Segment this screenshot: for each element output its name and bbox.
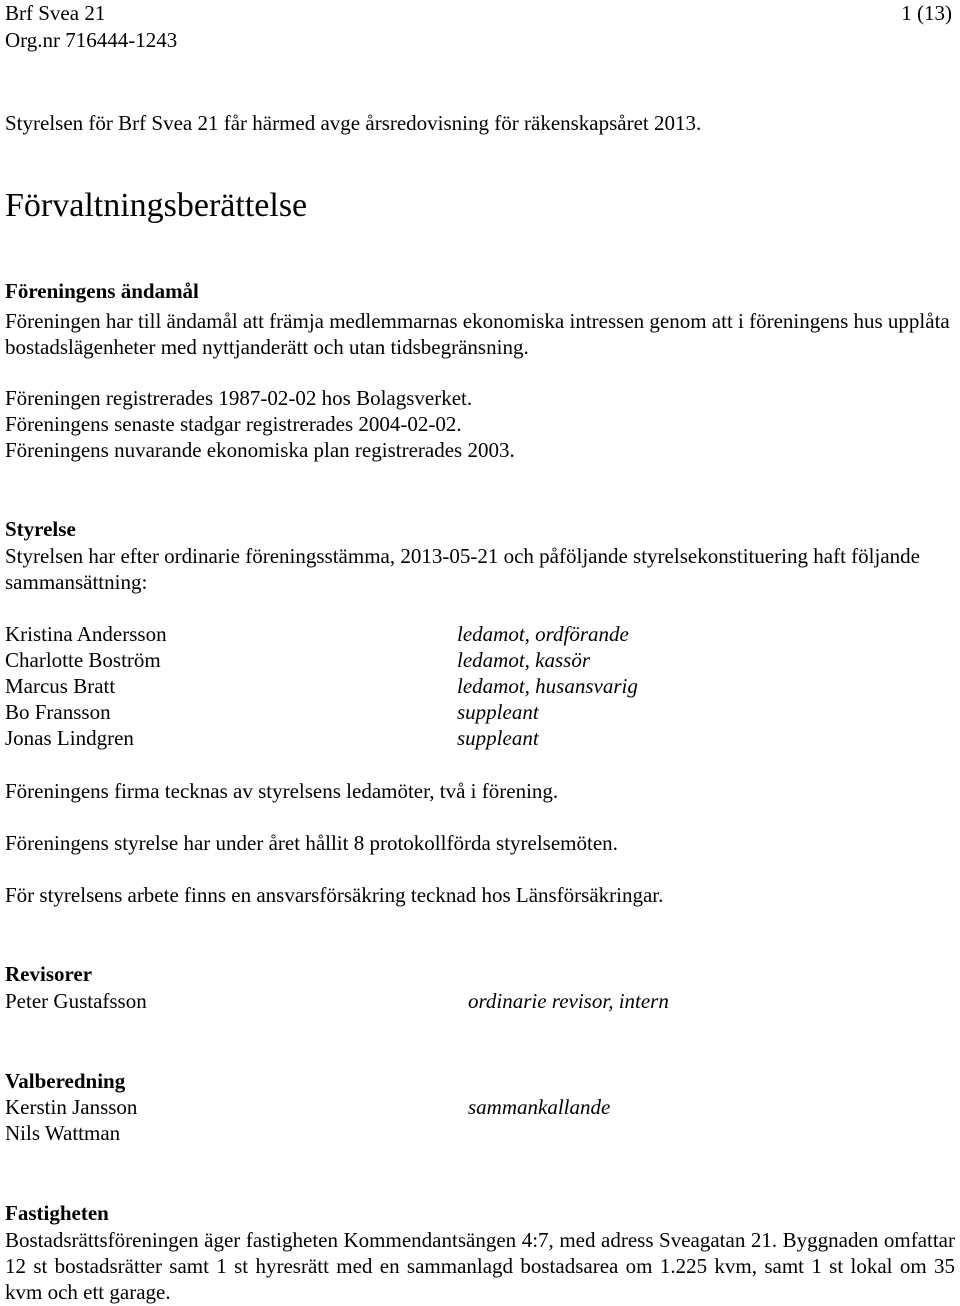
board-member-name: Kristina Andersson [5, 622, 167, 646]
board-member-name: Bo Fransson [5, 700, 111, 724]
registration-line: Föreningens nuvarande ekonomiska plan registrerades 2003. [5, 438, 515, 462]
board-meetings: Föreningens styrelse har under året hållit 8 protokollförda styrelsemöten. [5, 831, 618, 855]
page-number: 1 (13) [901, 1, 952, 25]
board-member-role: ledamot, husansvarig [457, 674, 638, 698]
auditors-heading: Revisorer [5, 962, 93, 986]
header-company: Brf Svea 21 [5, 1, 106, 25]
auditor-role: ordinarie revisor, intern [468, 989, 669, 1013]
property-heading: Fastigheten [5, 1201, 109, 1225]
board-member-role: ledamot, ordförande [457, 622, 629, 646]
page-title: Förvaltningsberättelse [5, 187, 308, 224]
purpose-text: Föreningen har till ändamål att främja medlemmarnas ekonomiska intressen genom att i föreningens hus upplåta bostadslägenheter med nyttjanderätt och utan tidsbegränsning. [5, 309, 950, 359]
board-member-name: Jonas Lindgren [5, 726, 134, 750]
nomination-member-name: Kerstin Jansson [5, 1095, 138, 1119]
purpose-heading: Föreningens ändamål [5, 279, 199, 303]
property-text: Bostadsrättsföreningen äger fastigheten Kommendantsängen 4:7, med adress Sveagatan 21. Byggnaden omfattar 12 st bostadsrätter samt 1 st hyresrätt med en sammanlagd bostadsarea om 1.225 kvm, samt 1 st lokal om 35 kvm och ett garage. [5, 1228, 955, 1304]
board-member-role: ledamot, kassör [457, 648, 590, 672]
board-heading: Styrelse [5, 517, 76, 541]
registration-line: Föreningens senaste stadgar registrerades 2004-02-02. [5, 412, 462, 436]
board-text: Styrelsen har efter ordinarie föreningsstämma, 2013-05-21 och påföljande styrelsekonstituering haft följande sammansättning: [5, 544, 920, 594]
board-member-name: Charlotte Boström [5, 648, 161, 672]
board-member-name: Marcus Bratt [5, 674, 116, 698]
auditor-name: Peter Gustafsson [5, 989, 147, 1013]
board-signing: Föreningens firma tecknas av styrelsens ledamöter, två i förening. [5, 779, 559, 803]
intro-text: Styrelsen för Brf Svea 21 får härmed avge årsredovisning för räkenskapsåret 2013. [5, 111, 702, 135]
registration-line: Föreningen registrerades 1987-02-02 hos Bolagsverket. [5, 386, 473, 410]
nomination-heading: Valberedning [5, 1069, 126, 1093]
header-org-nr: Org.nr 716444-1243 [5, 28, 178, 52]
board-member-role: suppleant [457, 700, 539, 724]
board-insurance: För styrelsens arbete finns en ansvarsförsäkring tecknad hos Länsförsäkringar. [5, 883, 664, 907]
nomination-member-role: sammankallande [468, 1095, 611, 1119]
nomination-member-name: Nils Wattman [5, 1121, 121, 1145]
board-member-role: suppleant [457, 726, 539, 750]
